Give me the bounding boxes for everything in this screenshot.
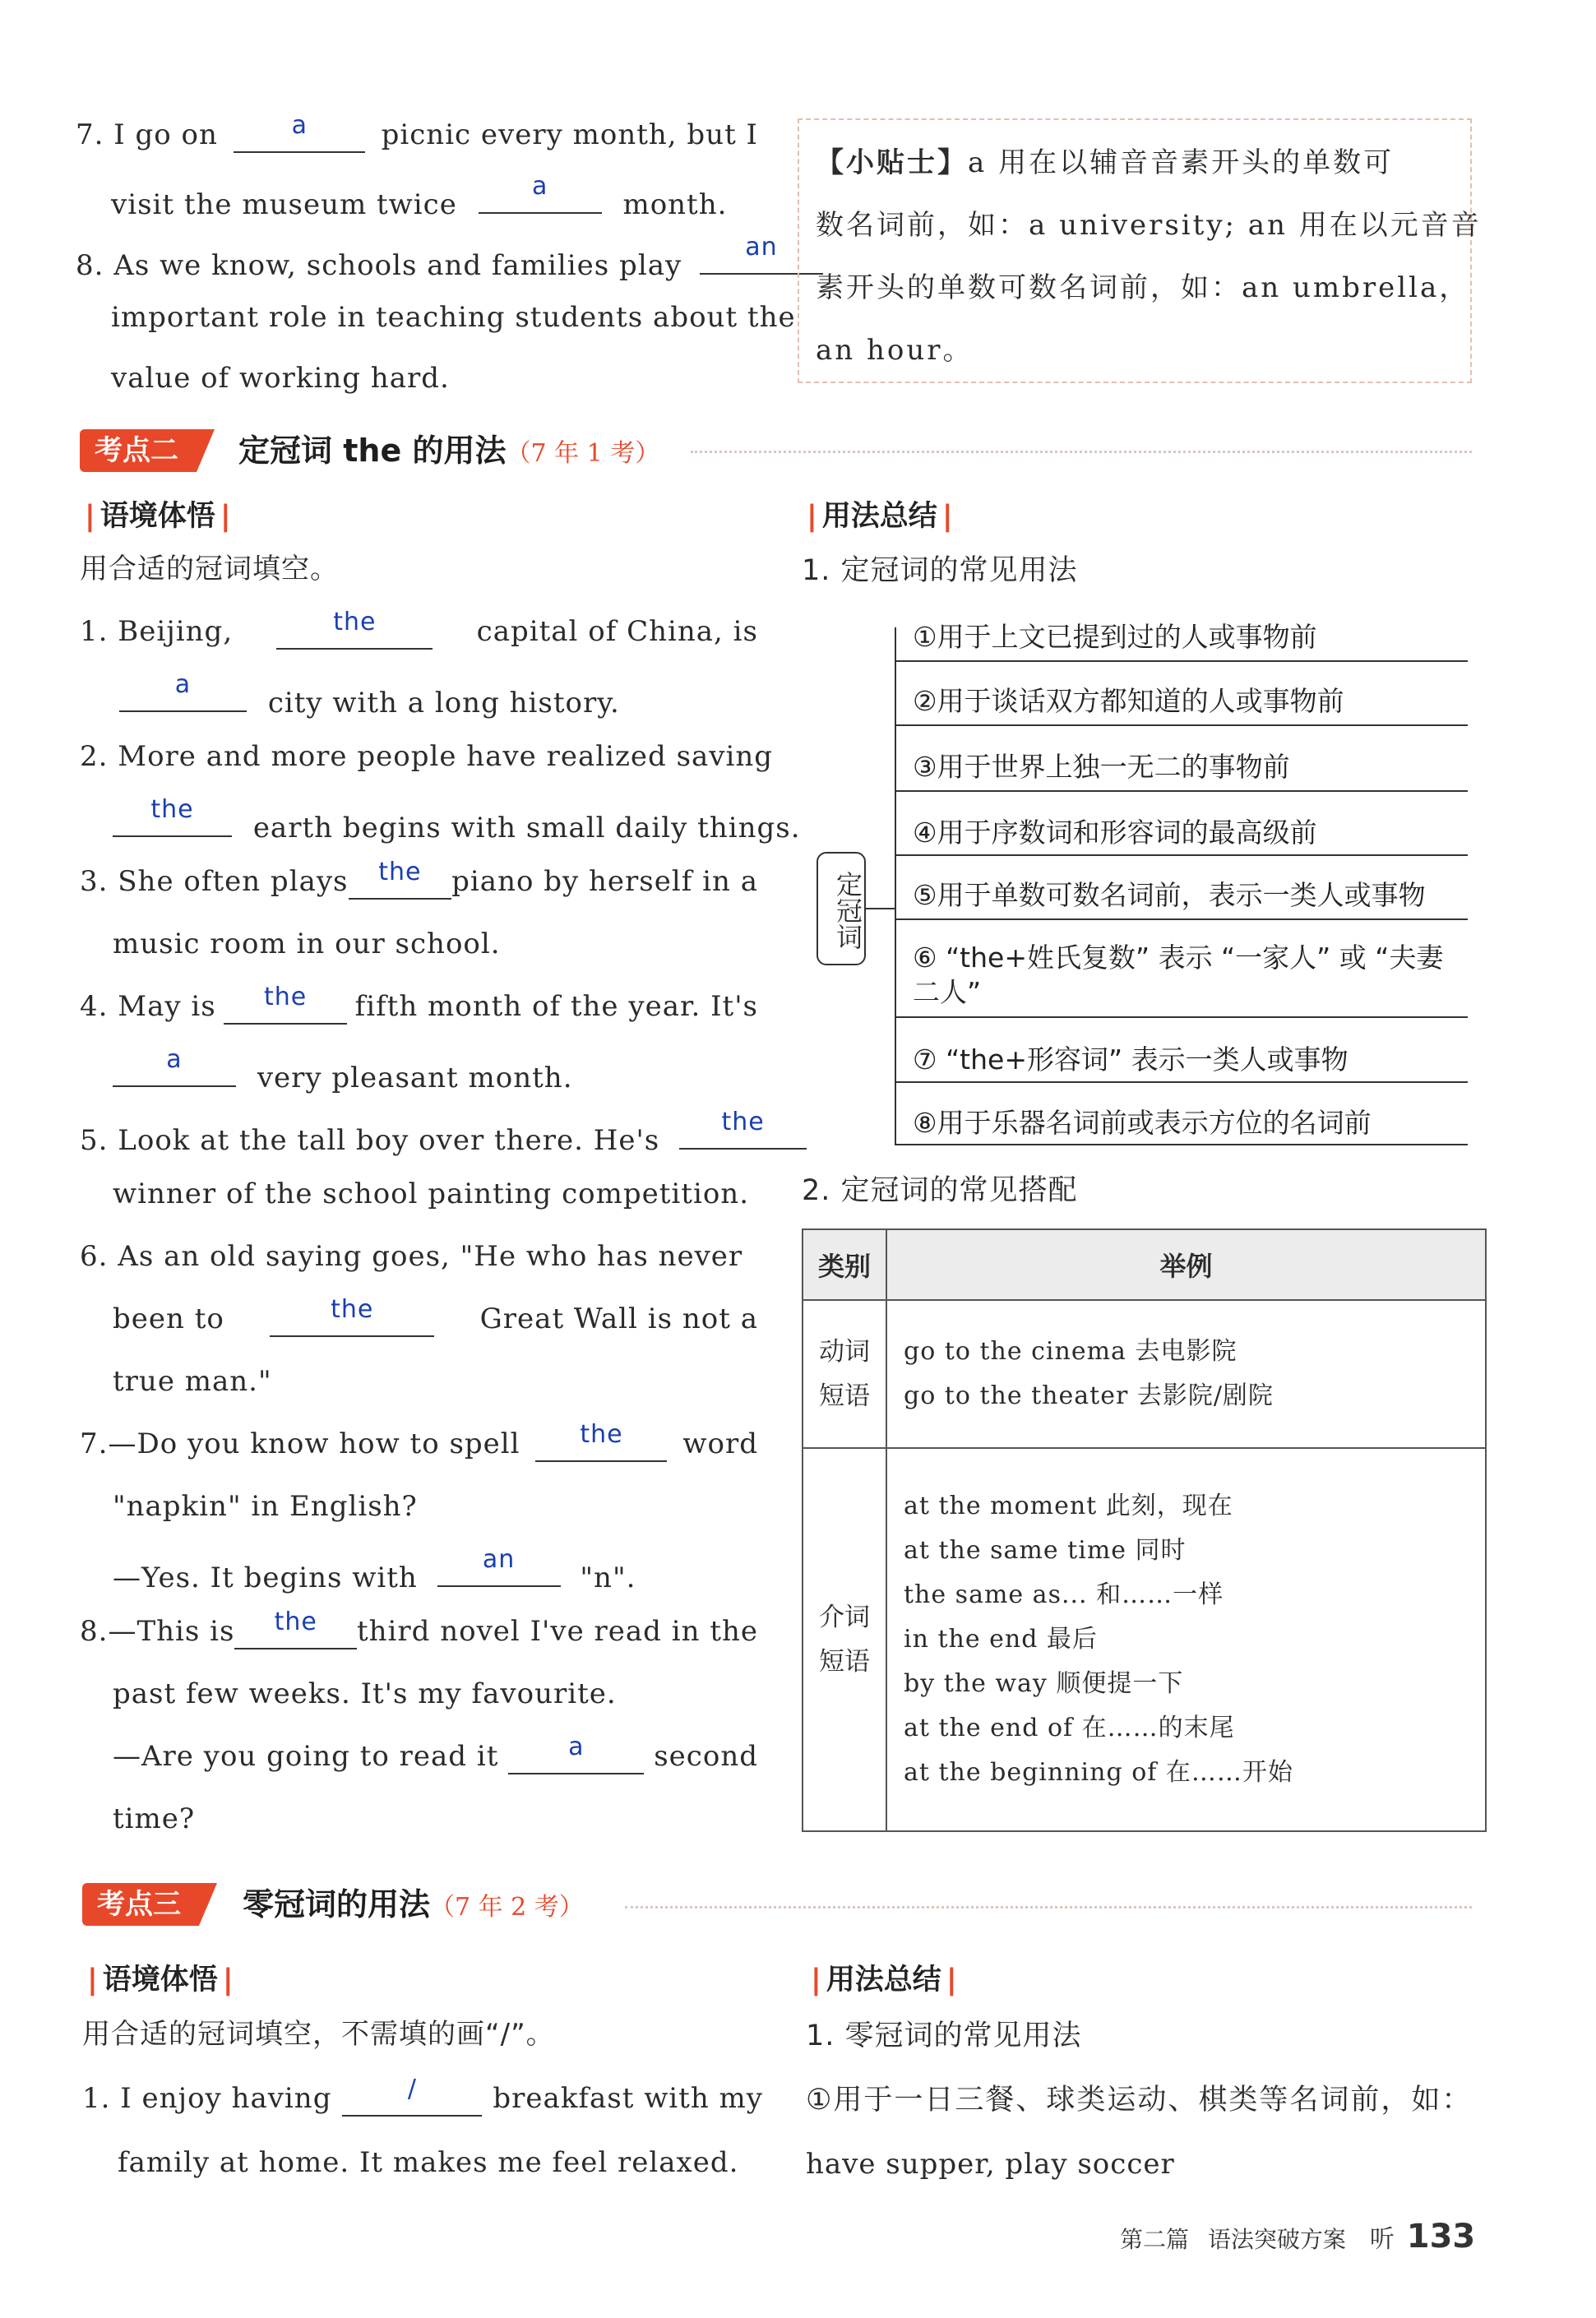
tree-item-4: ④用于序数词和形容词的最高级前 bbox=[913, 817, 1317, 849]
answer-blank[interactable]: a bbox=[508, 1740, 644, 1774]
tree-rule bbox=[895, 724, 1468, 726]
section3-title: 零冠词的用法（7 年 2 考） bbox=[243, 1886, 584, 1922]
s2-q2-line2: the earth begins with small daily things. bbox=[113, 803, 801, 844]
s2-q2-line1: 2. More and more people have realized saving bbox=[80, 740, 774, 773]
answer-blank[interactable]: the bbox=[270, 1302, 434, 1337]
listen-label: 听 bbox=[1369, 2225, 1395, 2254]
tree-rule bbox=[895, 790, 1468, 792]
s2-q6-line2: been to the Great Wall is not a bbox=[113, 1295, 758, 1335]
top-q7-line2: visit the museum twice a month. bbox=[111, 172, 728, 221]
answer-blank[interactable]: a bbox=[113, 1053, 236, 1087]
section3-badge: 考点三 bbox=[82, 1883, 199, 1926]
table-cell-examples: go to the cinema 去电影院 go to the theater 去影院/剧院 bbox=[886, 1300, 1486, 1448]
answer-blank[interactable]: an bbox=[437, 1552, 561, 1587]
tree-rule bbox=[895, 918, 1468, 920]
page-footer: 第二篇 语法突破方案 听 133 bbox=[1120, 2218, 1476, 2256]
section3-usage-title: 1. 零冠词的常见用法 bbox=[806, 2020, 1082, 2052]
answer-blank[interactable]: the bbox=[113, 803, 232, 837]
s2-q5-line2: winner of the school painting competition. bbox=[113, 1178, 750, 1210]
s2-q4-line1: 4. May is the fifth month of the year. It's bbox=[80, 983, 758, 1023]
answer-blank[interactable]: the bbox=[276, 615, 433, 650]
tree-rule bbox=[895, 1144, 1468, 1145]
tree-label: 定冠词 bbox=[817, 852, 866, 965]
s2-q4-line2: a very pleasant month. bbox=[113, 1053, 573, 1094]
tree-item-3: ③用于世界上独一无二的事物前 bbox=[913, 751, 1290, 783]
answer-blank[interactable]: an bbox=[700, 240, 823, 275]
s3-q1-line1: 1. I enjoy having / breakfast with my bbox=[82, 2075, 763, 2115]
section3-usage-1: ①用于一日三餐、球类运动、棋类等名词前，如： bbox=[806, 2084, 1473, 2117]
tree-item-5: ⑤用于单数可数名词前，表示一类人或事物 bbox=[913, 879, 1426, 911]
section2-right-head: | 用法总结 | bbox=[807, 500, 953, 533]
table-row bbox=[803, 1448, 1486, 1831]
s2-q5-line1: 5. Look at the tall boy over there. He's the bbox=[80, 1115, 807, 1157]
section3-left-head: | 语境体悟 | bbox=[87, 1964, 234, 1996]
tree-trunk bbox=[895, 627, 896, 1144]
usage-title: 1. 定冠词的常见用法 bbox=[802, 554, 1078, 587]
table-cell-examples: at the moment 此刻，现在 at the same time 同时 the same as... 和……一样 in the end 最后 by the way 顺便提一下 at the end of 在……的末尾 at the beginning of 在……开始 bbox=[886, 1448, 1486, 1831]
section2-left-head: | 语境体悟 | bbox=[85, 500, 231, 533]
s2-q8-line1: 8.—This is the third novel I've read in the bbox=[80, 1608, 758, 1648]
s2-q6-line1: 6. As an old saying goes, "He who has never bbox=[80, 1240, 743, 1273]
table-cell-category: 介词 短语 bbox=[803, 1448, 886, 1831]
top-q7-line1: 7. I go on a picnic every month, but I bbox=[76, 111, 758, 151]
section2-title: 定冠词 the 的用法（7 年 1 考） bbox=[238, 433, 660, 469]
top-q8-line2: important role in teaching students about the bbox=[111, 301, 796, 334]
s2-q7-line1: 7.—Do you know how to spell the word bbox=[80, 1420, 758, 1460]
tree-item-2: ②用于谈话双方都知道的人或事物前 bbox=[913, 685, 1344, 717]
tree-item-6: ⑥ “the+姓氏复数” 表示 “一家人” 或 “夫妻 bbox=[913, 942, 1444, 974]
top-q8-line3: value of working hard. bbox=[111, 362, 450, 395]
tip-box: 【小贴士】a 用在以辅音音素开头的单数可 数名词前，如：a university; an 用在以元音音 素开头的单数可数名词前，如：an umbrella， an hour。 bbox=[798, 118, 1472, 383]
tree-item-7: ⑦ “the+形容词” 表示一类人或事物 bbox=[913, 1043, 1349, 1076]
s2-q8-line2: past few weeks. It's my favourite. bbox=[113, 1677, 617, 1710]
s2-q3-line2: music room in our school. bbox=[113, 928, 501, 960]
tree-item-1: ①用于上文已提到过的人或事物前 bbox=[913, 621, 1317, 653]
tree-rule bbox=[895, 1081, 1468, 1083]
answer-blank[interactable]: a bbox=[119, 678, 247, 712]
tree-item-8: ⑧用于乐器名词前或表示方位的名词前 bbox=[913, 1107, 1372, 1139]
answer-blank[interactable]: / bbox=[342, 2082, 482, 2117]
section2-instruction: 用合适的冠词填空。 bbox=[80, 553, 339, 585]
collocation-title: 2. 定冠词的常见搭配 bbox=[802, 1174, 1078, 1207]
tip-label: 【小贴士】 bbox=[816, 146, 968, 179]
s3-q1-line2: family at home. It makes me feel relaxed. bbox=[118, 2146, 739, 2179]
s2-q8-line3: —Are you going to read it a second bbox=[113, 1733, 758, 1773]
answer-blank[interactable]: the bbox=[349, 865, 452, 900]
section3-usage-1-example: have supper, play soccer bbox=[806, 2148, 1175, 2181]
answer-blank[interactable]: the bbox=[679, 1115, 807, 1150]
section3-divider bbox=[625, 1906, 1472, 1909]
top-q8-line1: 8. As we know, schools and families play an bbox=[76, 240, 823, 282]
answer-blank[interactable]: a bbox=[479, 179, 602, 214]
tree-rule bbox=[895, 660, 1468, 662]
section3-right-head: | 用法总结 | bbox=[811, 1964, 957, 1996]
tree-connector bbox=[866, 908, 895, 909]
table-row bbox=[803, 1300, 1486, 1448]
table-head-category: 类别 bbox=[803, 1229, 886, 1300]
table-head-example: 举例 bbox=[886, 1229, 1486, 1300]
s2-q7-line3: —Yes. It begins with an "n". bbox=[113, 1545, 636, 1594]
table-cell-category: 动词 短语 bbox=[803, 1300, 886, 1448]
answer-blank[interactable]: a bbox=[234, 118, 365, 153]
section3-instruction: 用合适的冠词填空，不需填的画“/”。 bbox=[82, 2018, 555, 2051]
tree-rule bbox=[895, 1016, 1468, 1018]
s2-q6-line3: true man." bbox=[113, 1365, 272, 1398]
s2-q3-line1: 3. She often plays the piano by herself in a bbox=[80, 858, 758, 898]
section2-badge: 考点二 bbox=[80, 429, 197, 472]
page-number: 133 bbox=[1406, 2218, 1476, 2256]
s2-q8-line4: time? bbox=[113, 1802, 196, 1835]
answer-blank[interactable]: the bbox=[234, 1615, 356, 1649]
answer-blank[interactable]: the bbox=[535, 1427, 667, 1462]
s2-q7-line2: "napkin" in English? bbox=[113, 1490, 418, 1523]
answer-blank[interactable]: the bbox=[224, 990, 347, 1025]
collocation-table bbox=[802, 1228, 1487, 1832]
s2-q1-line2: a city with a long history. bbox=[119, 678, 620, 719]
tree-item-6b: 二人” bbox=[913, 976, 982, 1008]
tree-rule bbox=[895, 854, 1468, 856]
s2-q1-line1: 1. Beijing, the capital of China, is bbox=[80, 608, 758, 648]
section2-divider bbox=[691, 451, 1472, 453]
